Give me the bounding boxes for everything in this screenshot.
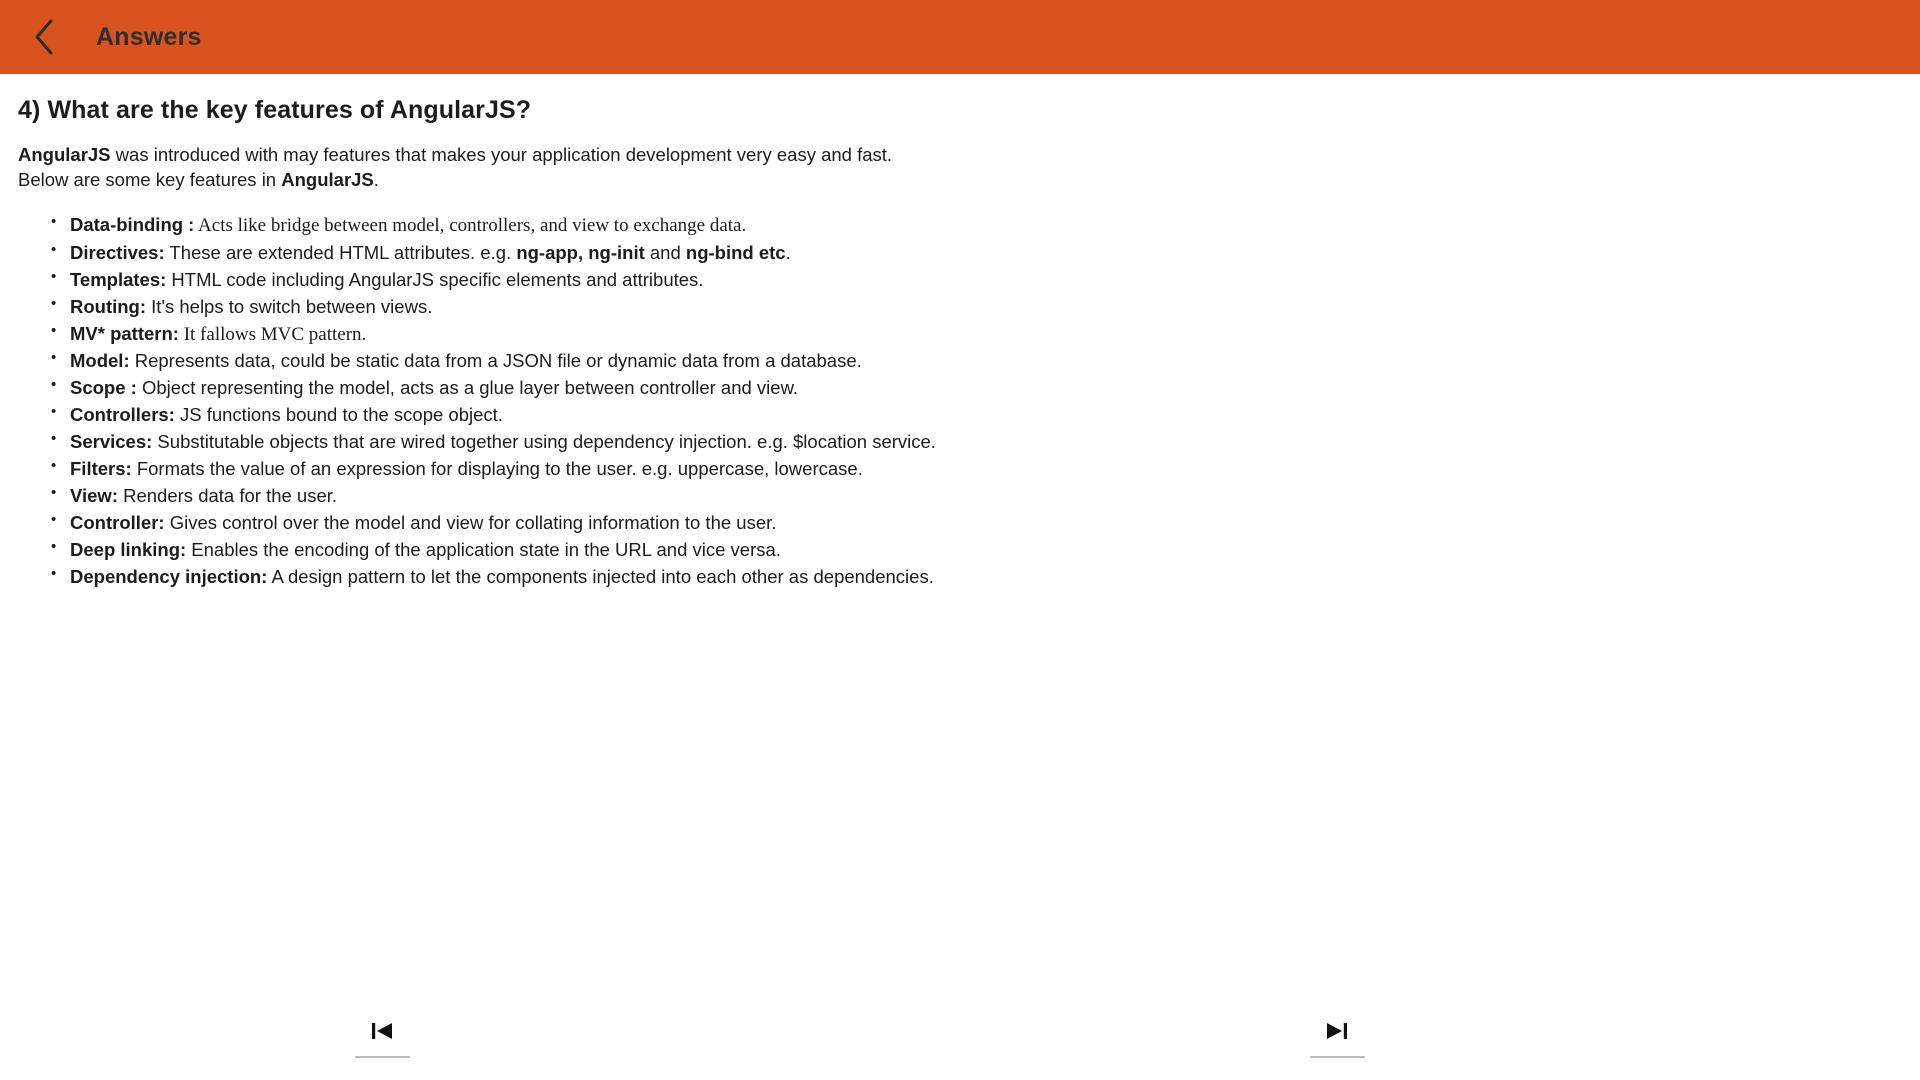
previous-button[interactable] [347,1020,417,1058]
feature-description: It's helps to switch between views. [146,295,433,317]
list-item [70,214,1894,242]
feature-term: Controller: [70,511,165,533]
question-title: 4) What are the key features of AngularJS? [18,96,532,124]
list-item [70,566,1894,593]
list-item [70,485,1894,512]
feature-term: Model: [70,350,130,372]
feature-description-mid: and [644,241,686,263]
next-underline [1310,1056,1365,1058]
feature-description: Represents data, could be static data from a JSON file or dynamic data from a database. [129,350,862,372]
answer-content [0,74,1920,1080]
next-button[interactable] [1302,1020,1372,1058]
feature-term: Controllers: [70,403,175,425]
feature-description: Gives control over the model and view for collating information to the user. [164,511,777,533]
list-item [70,269,1894,296]
list-item [70,539,1894,566]
list-item [70,323,1894,351]
app-bar [0,0,1920,74]
features-list [18,214,1894,592]
chevron-left-icon [32,17,58,57]
feature-description: HTML code including AngularJS specific elements and attributes. [166,268,704,290]
previous-underline [355,1056,410,1058]
intro-line1-rest: was introduced with may features that makes your application development very easy and fast. [110,144,893,165]
feature-description: Substitutable objects that are wired together using dependency injection. e.g. $location service. [152,430,936,452]
list-item [70,377,1894,404]
feature-description: Acts like bridge between model, controllers, and view to exchange data. [194,215,747,237]
feature-emphasis: ng-app, ng-init [516,241,645,263]
intro-paragraph [18,143,1894,192]
feature-description: A design pattern to let the components injected into each other as dependencies. [267,565,934,587]
feature-term: MV* pattern: [70,322,179,344]
feature-term: Scope : [70,377,137,399]
feature-description-tail: . [785,241,791,263]
list-item [70,404,1894,431]
list-item [70,350,1894,377]
feature-description: It fallows MVC pattern. [178,323,367,345]
intro-lead-term: AngularJS [18,144,111,165]
feature-term: Templates: [70,268,167,290]
feature-description: These are extended HTML attributes. e.g. [164,241,517,263]
back-button[interactable] [22,14,68,60]
feature-description: Object representing the model, acts as a glue layer between controller and view. [136,377,799,399]
feature-term: View: [70,484,118,506]
feature-term: Routing: [70,295,147,317]
list-item [70,512,1894,539]
feature-term: Directives: [70,241,165,263]
feature-term: Deep linking: [70,538,187,560]
feature-description: Formats the value of an expression for displaying to the user. e.g. uppercase, lowercase. [131,457,863,479]
feature-term: Services: [70,430,153,452]
skip-next-icon [1325,1020,1349,1042]
feature-description: Renders data for the user. [117,484,338,506]
list-item [70,431,1894,458]
feature-term: Dependency injection: [70,565,268,587]
skip-previous-icon [370,1020,394,1042]
page-title: Answers [96,22,202,51]
feature-emphasis-2: ng-bind etc [685,241,786,263]
list-item [70,242,1894,269]
intro-line2-pre: Below are some key features in [18,168,282,190]
list-item [70,458,1894,485]
feature-term: Filters: [70,457,132,479]
feature-description: JS functions bound to the scope object. [174,403,503,425]
feature-term: Data-binding : [70,214,195,236]
intro-line2-post: . [373,168,379,190]
feature-description: Enables the encoding of the application state in the URL and vice versa. [186,538,781,560]
list-item [70,296,1894,323]
intro-line2-bold: AngularJS [281,168,374,190]
